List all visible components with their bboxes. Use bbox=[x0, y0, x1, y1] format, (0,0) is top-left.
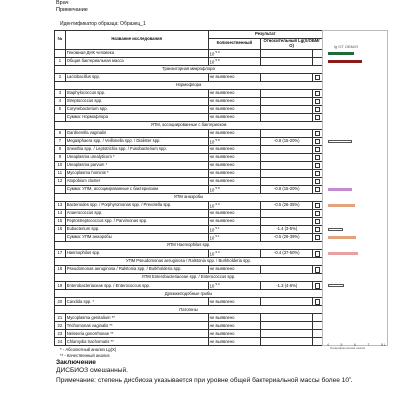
row-number: 5 bbox=[55, 105, 66, 113]
quantitative-value: не выявлено bbox=[208, 218, 260, 226]
chart-header-label: lg ОТ ОБМ/О bbox=[334, 44, 359, 49]
checkbox-icon bbox=[315, 235, 321, 241]
quantitative-value: не выявлено bbox=[208, 73, 260, 81]
row-number: 12 bbox=[55, 177, 66, 185]
quantitative-value: не выявлено bbox=[208, 105, 260, 113]
chart-bar bbox=[328, 204, 355, 207]
table-row bbox=[55, 49, 323, 57]
row-number: 19 bbox=[55, 282, 66, 290]
checkbox-icon bbox=[315, 219, 321, 225]
quantitative-value: не выявлено bbox=[208, 338, 260, 346]
legend bbox=[60, 347, 116, 358]
quantitative-value: 10 $^{5.8}$ bbox=[208, 137, 260, 145]
section-row bbox=[55, 193, 323, 201]
checkbox-icon bbox=[315, 283, 321, 289]
table-row bbox=[55, 314, 323, 322]
section-label: УПМ анаэробы bbox=[55, 193, 323, 201]
test-name: Lactobacillus spp. bbox=[65, 73, 208, 81]
test-name: Sneathia spp. / Leptotrichia spp. / Fusobacterium spp. bbox=[65, 145, 208, 153]
quantitative-value: не выявлено bbox=[208, 113, 260, 121]
row-number: 1 bbox=[55, 57, 66, 65]
axis-tick-label: 8 bbox=[381, 343, 383, 347]
results-table bbox=[54, 30, 323, 346]
legend-absolute: * - Абсолютный анализ Lg(X) bbox=[60, 347, 117, 352]
conclusion-block bbox=[56, 359, 353, 385]
section-label: Транзиторная микрофлора bbox=[55, 65, 323, 73]
conclusion-note-end: . bbox=[350, 376, 353, 384]
test-name: Общая бактериальная масса bbox=[65, 57, 208, 65]
row-number bbox=[55, 185, 66, 193]
table-row bbox=[55, 234, 323, 242]
checkbox-icon bbox=[315, 251, 321, 257]
section-row bbox=[55, 81, 323, 89]
checkbox-icon bbox=[315, 99, 321, 105]
log-scale-chart bbox=[322, 30, 388, 346]
test-name: Геномная ДНК человека bbox=[65, 49, 208, 57]
quantitative-value: не выявлено bbox=[208, 266, 260, 274]
test-name: Megasphaera spp. / Veillonella spp. / Dialister spp. bbox=[65, 137, 208, 145]
test-name: Сумма: Нормофлора bbox=[65, 113, 208, 121]
chart-bar bbox=[328, 284, 344, 287]
quantitative-value: 10 $^{6.2}$ bbox=[208, 250, 260, 258]
col-rel-header: Относительный Lg(Х/ОБМ/О) bbox=[261, 39, 323, 50]
test-name: Enterobacteriaceae spp. / Enterococcus spp. bbox=[65, 282, 208, 290]
test-name: Haemophilus spp. bbox=[65, 250, 208, 258]
checkbox-icon bbox=[315, 187, 321, 193]
checkbox-icon bbox=[315, 131, 321, 137]
test-name: Atopobium cluster bbox=[65, 177, 208, 185]
checkbox-icon bbox=[315, 147, 321, 153]
table-row bbox=[55, 298, 323, 306]
axis-tick-label: 5 bbox=[340, 343, 343, 347]
relative-value bbox=[261, 105, 313, 113]
table-row bbox=[55, 226, 323, 234]
test-name: Mycoplasma hominis * bbox=[65, 169, 208, 177]
test-name: Eubacterium spp. bbox=[65, 226, 208, 234]
relative-value bbox=[261, 338, 313, 346]
axis-tick-label: 6 bbox=[354, 343, 356, 347]
section-row bbox=[55, 258, 323, 266]
header-block bbox=[56, 0, 88, 14]
relative-value: -1.4 (3-5%) bbox=[261, 226, 313, 234]
section-row bbox=[55, 290, 323, 298]
quantitative-value: 10 $^{5.9}$ bbox=[208, 49, 260, 57]
table-row bbox=[55, 201, 323, 209]
table-row bbox=[55, 105, 323, 113]
table-row bbox=[55, 129, 323, 137]
row-number: 18 bbox=[55, 266, 66, 274]
section-row bbox=[55, 242, 323, 250]
specimen-id: Идентификатор образца: Образец_1 bbox=[60, 21, 146, 27]
table-row bbox=[55, 89, 323, 97]
row-number: 16 bbox=[55, 226, 66, 234]
test-name: Сумма: УПМ анаэробы bbox=[65, 234, 208, 242]
test-name: Ureaplasma parvum * bbox=[65, 161, 208, 169]
test-name: Staphylococcus spp. bbox=[65, 89, 208, 97]
relative-value: -0.8 (15-20%) bbox=[261, 185, 313, 193]
quantitative-value: 10 $^{6.0}$ bbox=[208, 201, 260, 209]
table-row bbox=[55, 73, 323, 81]
quantitative-value: не выявлено bbox=[208, 322, 260, 330]
table-row bbox=[55, 250, 323, 258]
checkbox-icon bbox=[315, 107, 321, 113]
row-number: 7 bbox=[55, 137, 66, 145]
chart-x-label: Логарифмическая шкала bbox=[330, 346, 365, 350]
quantitative-value: не выявлено bbox=[208, 314, 260, 322]
relative-value: -0.8 (15-20%) bbox=[261, 137, 313, 145]
checkbox-icon bbox=[315, 75, 321, 81]
relative-value: -1.3 (4-6%) bbox=[261, 282, 313, 290]
relative-value: -0.5 (29-39%) bbox=[261, 234, 313, 242]
conclusion-note-text: Примечание: степень дисбиоза указывается при уровне общей бактериальной массы более 10 bbox=[56, 376, 350, 384]
relative-value bbox=[261, 330, 313, 338]
checkbox-icon bbox=[315, 203, 321, 209]
conclusion-title: Заключение bbox=[56, 359, 96, 366]
relative-value bbox=[261, 298, 313, 306]
checkbox-icon bbox=[315, 91, 321, 97]
relative-value bbox=[261, 266, 313, 274]
chart-bar bbox=[328, 228, 343, 231]
checkbox-icon bbox=[315, 155, 321, 161]
relative-value: -0.4 (37-50%) bbox=[261, 250, 313, 258]
legend-qualitative: ** - Качественный анализ bbox=[60, 352, 110, 358]
test-name: Corynebacterium spp. bbox=[65, 105, 208, 113]
relative-value bbox=[261, 177, 313, 185]
row-number: 14 bbox=[55, 210, 66, 218]
checkbox-icon bbox=[315, 267, 321, 273]
table-row bbox=[55, 161, 323, 169]
test-name: Gardnerella vaginalis bbox=[65, 129, 208, 137]
relative-value bbox=[261, 218, 313, 226]
test-name: Candida spp. * bbox=[65, 298, 208, 306]
row-number: 17 bbox=[55, 250, 66, 258]
quantitative-value: не выявлено bbox=[208, 169, 260, 177]
test-name: Сумма: УПМ, ассоциированные с бактериозом bbox=[65, 185, 208, 193]
row-number: 3 bbox=[55, 89, 66, 97]
section-label: Нормофлора bbox=[55, 81, 323, 89]
test-name: Mycoplasma genitalium ** bbox=[65, 314, 208, 322]
section-row bbox=[55, 306, 323, 314]
row-number: 11 bbox=[55, 169, 66, 177]
relative-value bbox=[261, 89, 313, 97]
test-name: Chlamydia trachomatis ** bbox=[65, 338, 208, 346]
section-label: Дрожжеподобные грибы bbox=[55, 290, 323, 298]
quantitative-value: не выявлено bbox=[208, 330, 260, 338]
relative-value bbox=[261, 57, 313, 65]
quantitative-value: не выявлено bbox=[208, 153, 260, 161]
quantitative-value: 10 $^{5.1}$ bbox=[208, 226, 260, 234]
row-number: 2 bbox=[55, 73, 66, 81]
row-number: 8 bbox=[55, 145, 66, 153]
conclusion-note-exp: 6 bbox=[349, 375, 351, 380]
quantitative-value: 10 $^{6.5}$ bbox=[208, 57, 260, 65]
row-number: 24 bbox=[55, 338, 66, 346]
row-number: 6 bbox=[55, 129, 66, 137]
chart-bar bbox=[328, 252, 358, 255]
table-row bbox=[55, 97, 323, 105]
table-row bbox=[55, 169, 323, 177]
section-label: Патогены bbox=[55, 306, 323, 314]
row-number: 21 bbox=[55, 314, 66, 322]
doctor-label: Врач bbox=[56, 0, 69, 6]
row-number: 4 bbox=[55, 97, 66, 105]
section-row bbox=[55, 65, 323, 73]
results-body bbox=[55, 49, 323, 346]
table-row bbox=[55, 322, 323, 330]
section-label: УПМ, ассоциированные с бактериозом bbox=[55, 121, 323, 129]
test-name: Bacteroides spp. / Porphyromonas spp. / Prevotella spp. bbox=[65, 201, 208, 209]
checkbox-icon bbox=[315, 299, 321, 305]
table-row bbox=[55, 266, 323, 274]
table-row bbox=[55, 218, 323, 226]
section-row bbox=[55, 274, 323, 282]
checkbox-icon bbox=[315, 211, 321, 217]
table-row bbox=[55, 57, 323, 65]
col-num-header: № bbox=[55, 31, 66, 50]
chart-bar bbox=[328, 236, 356, 239]
table-row bbox=[55, 113, 323, 121]
test-name: Ureaplasma urealyticum * bbox=[65, 153, 208, 161]
relative-value bbox=[261, 314, 313, 322]
section-label: УПМ Haemophilus spp. bbox=[55, 242, 323, 250]
note-label: Примечание bbox=[56, 7, 88, 13]
conclusion-note bbox=[56, 375, 353, 385]
row-number: 9 bbox=[55, 153, 66, 161]
axis-tick-label: 4 bbox=[327, 343, 329, 347]
checkbox-icon bbox=[315, 227, 321, 233]
checkbox-icon bbox=[315, 139, 321, 145]
table-row bbox=[55, 338, 323, 346]
quantitative-value: не выявлено bbox=[208, 298, 260, 306]
axis-tick-label: 7 bbox=[367, 343, 370, 347]
relative-value bbox=[261, 113, 313, 121]
col-name-header: Название исследования bbox=[65, 31, 208, 50]
chart-bar bbox=[328, 188, 352, 191]
relative-value bbox=[261, 129, 313, 137]
axis-end-label: L bbox=[384, 343, 386, 347]
quantitative-value: не выявлено bbox=[208, 177, 260, 185]
row-number bbox=[55, 113, 66, 121]
quantitative-value: 10 $^{5.8}$ bbox=[208, 185, 260, 193]
test-name: Peptostreptococcus spp. / Parvimonas spp. bbox=[65, 218, 208, 226]
quantitative-value: не выявлено bbox=[208, 97, 260, 105]
relative-value bbox=[261, 73, 313, 81]
relative-value bbox=[261, 145, 313, 153]
checkbox-icon bbox=[315, 115, 321, 121]
row-number: 22 bbox=[55, 322, 66, 330]
checkbox-icon bbox=[315, 179, 321, 185]
relative-value bbox=[261, 322, 313, 330]
checkbox-icon bbox=[315, 171, 321, 177]
quantitative-value: не выявлено bbox=[208, 129, 260, 137]
test-name: Pseudomonas aeruginosa / Ralstonia spp. / Burkholderia spp. bbox=[65, 266, 208, 274]
col-result-header: Результат bbox=[208, 31, 322, 39]
table-row bbox=[55, 210, 323, 218]
test-name: Streptococcus spp. bbox=[65, 97, 208, 105]
quantitative-value: не выявлено bbox=[208, 210, 260, 218]
test-name: Neisseria gonorrhoeae ** bbox=[65, 330, 208, 338]
row-number: 20 bbox=[55, 298, 66, 306]
quantitative-value: 10 $^{5.2}$ bbox=[208, 282, 260, 290]
relative-value bbox=[261, 210, 313, 218]
relative-value bbox=[261, 49, 313, 57]
table-row bbox=[55, 185, 323, 193]
table-row bbox=[55, 145, 323, 153]
chart-bar bbox=[328, 60, 362, 63]
row-number bbox=[55, 49, 66, 57]
row-number: 13 bbox=[55, 201, 66, 209]
quantitative-value: 10 $^{6.1}$ bbox=[208, 234, 260, 242]
quantitative-value: не выявлено bbox=[208, 145, 260, 153]
relative-value bbox=[261, 153, 313, 161]
chart-bar bbox=[328, 52, 354, 55]
section-row bbox=[55, 121, 323, 129]
chart-bar bbox=[328, 140, 352, 143]
conclusion-text: ДИСБИОЗ смешанный. bbox=[56, 366, 128, 374]
row-number: 15 bbox=[55, 218, 66, 226]
table-row bbox=[55, 282, 323, 290]
quantitative-value: не выявлено bbox=[208, 161, 260, 169]
table-row bbox=[55, 137, 323, 145]
section-label: УПМ Enterobacteriaceae spp. / Enterococcus spp. bbox=[55, 274, 323, 282]
row-number: 23 bbox=[55, 330, 66, 338]
table-row bbox=[55, 177, 323, 185]
row-number bbox=[55, 234, 66, 242]
table-row bbox=[55, 330, 323, 338]
section-label: УПМ Pseudomonas aeruginosa / Ralstonia spp. / Burkholderia spp. bbox=[55, 258, 323, 266]
table-row bbox=[55, 153, 323, 161]
relative-value bbox=[261, 97, 313, 105]
col-quant-header: Количественный bbox=[208, 39, 260, 50]
test-name: Anaerococcus spp. bbox=[65, 210, 208, 218]
relative-value: -0.5 (26-35%) bbox=[261, 201, 313, 209]
row-number: 10 bbox=[55, 161, 66, 169]
test-name: Trichomonas vaginalis ** bbox=[65, 322, 208, 330]
relative-value bbox=[261, 169, 313, 177]
quantitative-value: не выявлено bbox=[208, 89, 260, 97]
checkbox-icon bbox=[315, 163, 321, 169]
relative-value bbox=[261, 161, 313, 169]
